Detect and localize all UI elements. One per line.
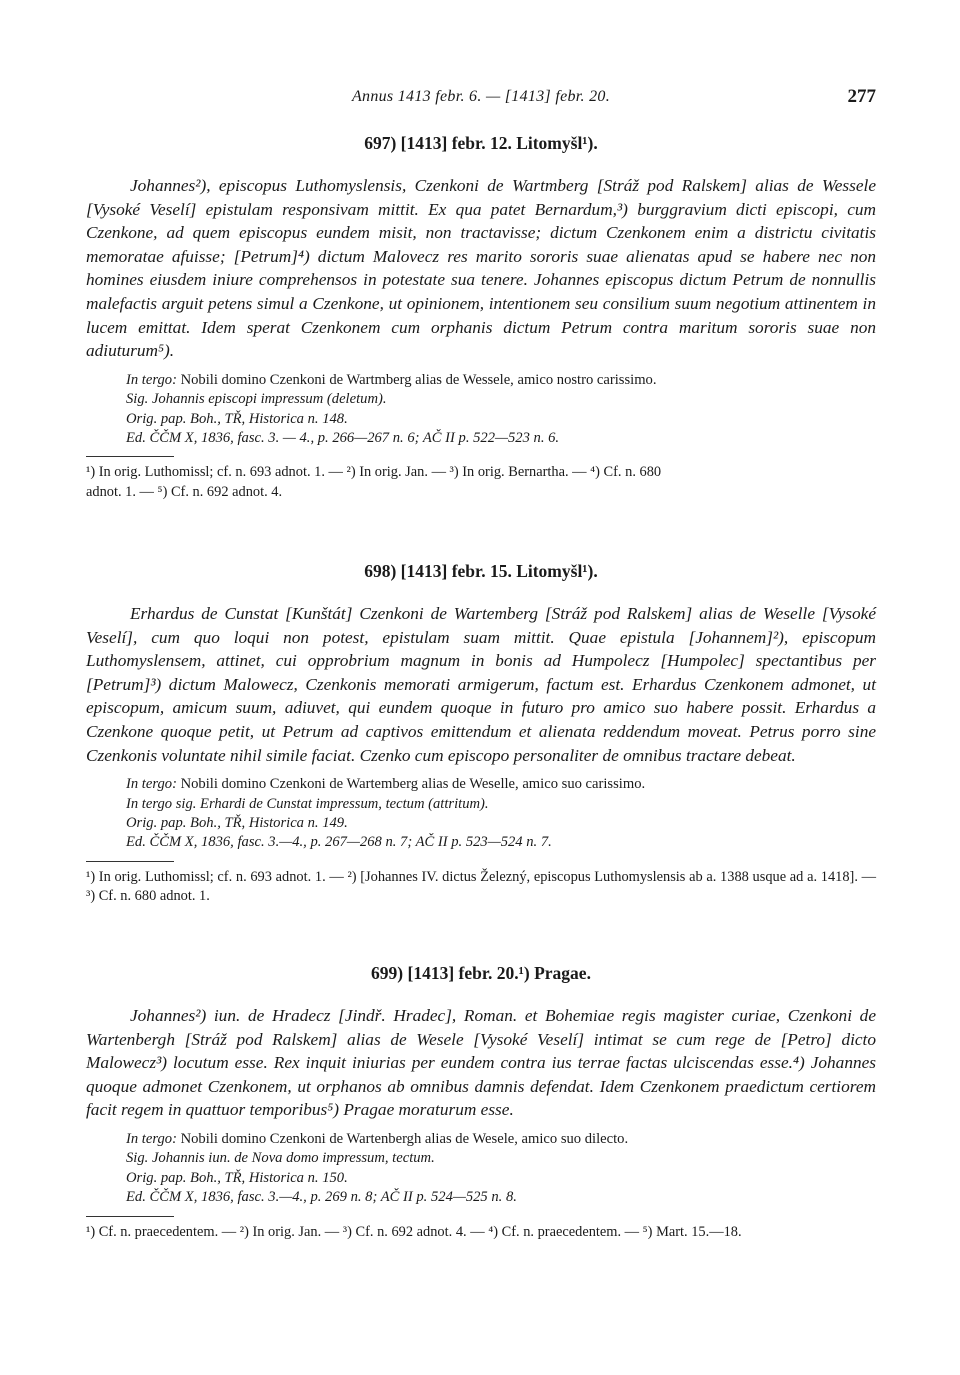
entry-697 xyxy=(86,130,876,502)
page-number: 277 xyxy=(847,86,876,107)
in-tergo-text: Nobili domino Czenkoni de Wartmberg alias de Wessele, amico nostro carissimo. xyxy=(180,371,657,388)
in-tergo-line xyxy=(126,1130,876,1149)
archival-notes xyxy=(86,371,876,449)
footnote-rule xyxy=(86,861,174,862)
edition-note: Ed. ČČM X, 1836, fasc. 3.—4., p. 267—268 n. 7; AČ II p. 523—524 n. 7. xyxy=(126,834,552,851)
footnote-line: adnot. 1. — ⁵) Cf. n. 692 adnot. 4. xyxy=(86,483,283,500)
footnote-line: ¹) Cf. n. praecedentem. — ²) In orig. Jan. — ³) Cf. n. 692 adnot. 4. — ⁴) Cf. n. praecedentem. — ⁵) Mart. 15.—18. xyxy=(86,1223,742,1240)
archival-notes xyxy=(86,1130,876,1208)
seal-note: In tergo sig. Erhardi de Cunstat impressum, tectum (attritum). xyxy=(126,795,489,812)
entry-heading: 699) [1413] febr. 20.¹) Pragae. xyxy=(371,963,591,983)
entry-heading: 697) [1413] febr. 12. Litomyšl¹). xyxy=(364,133,598,153)
entry-698 xyxy=(86,558,876,907)
in-tergo-label: In tergo: xyxy=(126,776,177,793)
edition-note: Ed. ČČM X, 1836, fasc. 3. — 4., p. 266—267 n. 6; AČ II p. 522—523 n. 6. xyxy=(126,429,560,446)
footnote-line: ¹) In orig. Luthomissl; cf. n. 693 adnot. 1. — ²) In orig. Jan. — ³) In orig. Bernartha. — ⁴) Cf. n. 680 xyxy=(86,464,662,481)
edition-note: Ed. ČČM X, 1836, fasc. 3.—4., p. 269 n. 8; AČ II p. 524—525 n. 8. xyxy=(126,1189,517,1206)
in-tergo-line xyxy=(126,371,876,390)
footnote-line: ¹) In orig. Luthomissl; cf. n. 693 adnot. 1. — ²) [Johannes IV. dictus Železný, episcopus Luthomyslensis ab a. 1388 usque ad a. 1418]. — ³) Cf. n. 680 adnot. 1. xyxy=(86,868,876,905)
in-tergo-label: In tergo: xyxy=(126,371,177,388)
original-note: Orig. pap. Boh., TŘ, Historica n. 149. xyxy=(126,814,348,831)
in-tergo-text: Nobili domino Czenkoni de Wartemberg alias de Weselle, amico suo carissimo. xyxy=(180,776,646,793)
in-tergo-label: In tergo: xyxy=(126,1130,177,1147)
footnotes xyxy=(86,1223,876,1243)
running-head xyxy=(86,88,876,112)
running-title: Annus 1413 febr. 6. — [1413] febr. 20. xyxy=(351,88,611,105)
entry-body: Johannes²) iun. de Hradecz [Jindř. Hradec], Roman. et Bohemiae regis magister curiae, Czenkoni de Wartenbergh [Stráž pod Ralskem] alias de Wesele [Vysoké Veselí] intimat se cum rege de [Petro] dicto Malowecz³) locutum esse. Rex inquit iniurias per eundem contra ius terrae factas ulciscendas esse.⁴) Johannes quoque admonet Czenkonem, ut orphanos ab omnibus damnis defendat. Idem Czenkonem praedictum certiorem facit regem in quattuor temporibus⁵) Pragae moraturum esse. xyxy=(86,1006,876,1120)
seal-note: Sig. Johannis iun. de Nova domo impressum, tectum. xyxy=(126,1150,435,1167)
in-tergo-text: Nobili domino Czenkoni de Wartenbergh alias de Wesele, amico suo dilecto. xyxy=(180,1130,629,1147)
in-tergo-line xyxy=(126,775,876,794)
entry-body: Johannes²), episcopus Luthomyslensis, Czenkoni de Wartmberg [Stráž pod Ralskem] alias de Wessele [Vysoké Veselí] epistulam responsivam mittit. Ex qua patet Bernardum,³) burggravium dicti episcopi, cum Czenkone, ad quem episcopus eundem misit, non tractavisse; dictum Czenkonem enim a districtu civitatis memoratae afuisse; [Petrum]⁴) dictum Malovecz res marito sororis suae alienatas apud se habere nec non homines eiusdem iniure comprehensos in potestate sua tenere. Johannes episcopus dictum Petrum de nonnullis malefactis arguit petens simul a Czenkone, ut opinionem, intentionem seu consilium suum negotium attinentem in lucem emittat. Idem sperat Czenkonem cum orphanis dictum Petrum contra maritum sororis suae non adiuturum⁵). xyxy=(86,176,876,361)
original-note: Orig. pap. Boh., TŘ, Historica n. 148. xyxy=(126,410,348,427)
archival-notes xyxy=(86,775,876,853)
entry-body: Erhardus de Cunstat [Kunštát] Czenkoni de Wartemberg [Stráž pod Ralskem] alias de Weselle [Vysoké Veselí], cum quo loqui non potest, epistulam suam mittit. Quae epistula [Johannem]²), episcopum Luthomyslensem, attinet, cui opprobrium magnum in bonis ad Humpolecz [Humpolec] spectantibus per [Petrum]³) dictum Malowecz, Czenkonis memorati armigerum, factum est. Erhardus Czenkonem admonet, ut episcopum, amicum suum, adiuvet, qui eundem quoque in futuro pro amico suo habere possit. Erhardus a Czenkone quoque petit, ut Petrum ad captivos emittendum et alienata reddendum moveat. Petrus porro sine Czenkonis voluntate nihil simile faciat. Czenko cum episcopo personaliter de omnibus tractare debeat. xyxy=(86,604,876,765)
entry-heading: 698) [1413] febr. 15. Litomyšl¹). xyxy=(364,561,598,581)
seal-note: Sig. Johannis episcopi impressum (deletum). xyxy=(126,391,387,408)
footnote-rule xyxy=(86,456,174,457)
entry-699 xyxy=(86,960,876,1242)
original-note: Orig. pap. Boh., TŘ, Historica n. 150. xyxy=(126,1169,348,1186)
footnote-rule xyxy=(86,1216,174,1217)
footnotes xyxy=(86,868,876,907)
footnotes xyxy=(86,463,876,502)
